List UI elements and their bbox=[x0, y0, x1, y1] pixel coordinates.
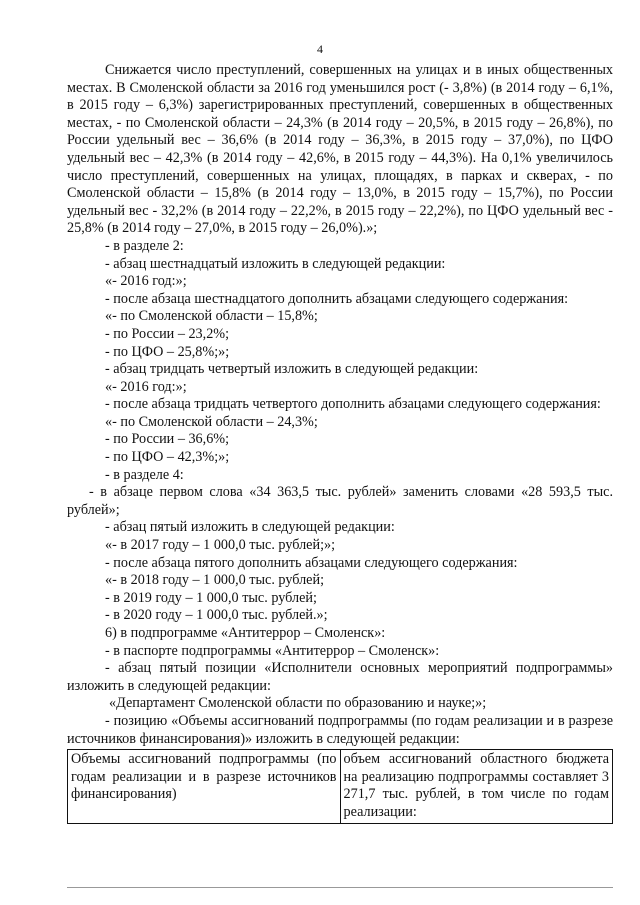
list-item: - в 2019 году – 1 000,0 тыс. рублей; bbox=[105, 589, 317, 606]
list-item: - по России – 23,2%; bbox=[105, 325, 230, 342]
list-item: «- 2016 год:»; bbox=[105, 273, 187, 290]
list-item: - в разделе 2: bbox=[105, 237, 184, 254]
allocation-table bbox=[67, 749, 613, 823]
list-item: - абзац пятый изложить в следующей редакции: bbox=[105, 519, 395, 536]
list-item: «- в 2017 году – 1 000,0 тыс. рублей;»; bbox=[105, 537, 336, 554]
list-item: «- в 2018 году – 1 000,0 тыс. рублей; bbox=[105, 572, 325, 589]
list-item: - после абзаца пятого дополнить абзацами следующего содержания: bbox=[105, 554, 518, 571]
list-item: - абзац тридцать четвертый изложить в следующей редакции: bbox=[105, 361, 479, 378]
list-item: - по России – 36,6%; bbox=[105, 431, 230, 448]
document-body bbox=[67, 62, 613, 824]
list-item: - в 2020 году – 1 000,0 тыс. рублей.»; bbox=[105, 607, 328, 624]
list-item: - по ЦФО – 42,3%;»; bbox=[105, 449, 230, 466]
table-cell-label: Объемы ассигнований подпрограммы (по годам реализации и в разрезе источников финансирования) bbox=[68, 750, 341, 823]
list-item: - абзац шестнадцатый изложить в следующей редакции: bbox=[105, 255, 446, 272]
list-item: - абзац пятый позиции «Исполнители основных мероприятий подпрограммы» изложить в следующей редакции: bbox=[67, 660, 613, 694]
table-row bbox=[68, 750, 613, 823]
list-item: - после абзаца шестнадцатого дополнить абзацами следующего содержания: bbox=[105, 290, 569, 307]
list-item: 6) в подпрограмме «Антитеррор – Смоленск»: bbox=[105, 625, 386, 641]
page-number: 4 bbox=[317, 42, 323, 56]
list-item: - позицию «Объемы ассигнований подпрограммы (по годам реализации и в разрезе источников финансирования)» изложить в следующей редакции: bbox=[67, 712, 613, 747]
list-item: - в абзаце первом слова «34 363,5 тыс. рублей» заменить словами «28 593,5 тыс. рублей»; bbox=[67, 484, 613, 518]
list-item: - в разделе 4: bbox=[105, 466, 184, 483]
list-item: «- по Смоленской области – 15,8%; bbox=[105, 308, 318, 325]
list-item: - по ЦФО – 25,8%;»; bbox=[105, 343, 230, 360]
list-item: «- 2016 год:»; bbox=[105, 378, 187, 395]
table-cell-value: объем ассигнований областного бюджета на реализацию подпрограммы составляет 3 271,7 тыс. рублей, в том числе по годам реализации: bbox=[340, 750, 613, 823]
list-item: «- по Смоленской области – 24,3%; bbox=[105, 413, 318, 430]
paragraph-crime-stats: Снижается число преступлений, совершенных на улицах и в иных общественных местах. В Смоленской области за 2016 год уменьшился рост (- 3,8%) (в 2014 году – 6,1%, в 2015 году – 6,3%) зарегистрированных преступлений, совершенных в общественных местах, - по Смоленской области – 24,3% (в 2014 году – 20,5%, в 2015 году – 26,8%), по России удельный вес – 36,6% (в 2014 году – 36,3%, в 2015 году – 37,0%), по ЦФО удельный вес – 42,3% (в 2014 году – 42,6%, в 2015 году – 44,3%). На 0,1% увеличилось число преступлений, совершенных на улицах, площадях, в парках и скверах, - по Смоленской области – 15,8% (в 2014 году – 13,0%, в 2015 году – 15,7%), по России удельный вес - 32,2% (в 2014 году – 22,2%, в 2015 году – 22,2%), по ЦФО удельный вес - 25,8% (в 2014 году – 27,0%, в 2015 году – 26,0%).»; bbox=[67, 62, 613, 237]
footer-rule bbox=[67, 887, 613, 888]
list-item: - после абзаца тридцать четвертого дополнить абзацами следующего содержания: bbox=[105, 396, 601, 413]
list-item: - в паспорте подпрограммы «Антитеррор – Смоленск»: bbox=[105, 642, 440, 659]
quoted-item: «Департамент Смоленской области по образованию и науке;»; bbox=[109, 695, 487, 712]
